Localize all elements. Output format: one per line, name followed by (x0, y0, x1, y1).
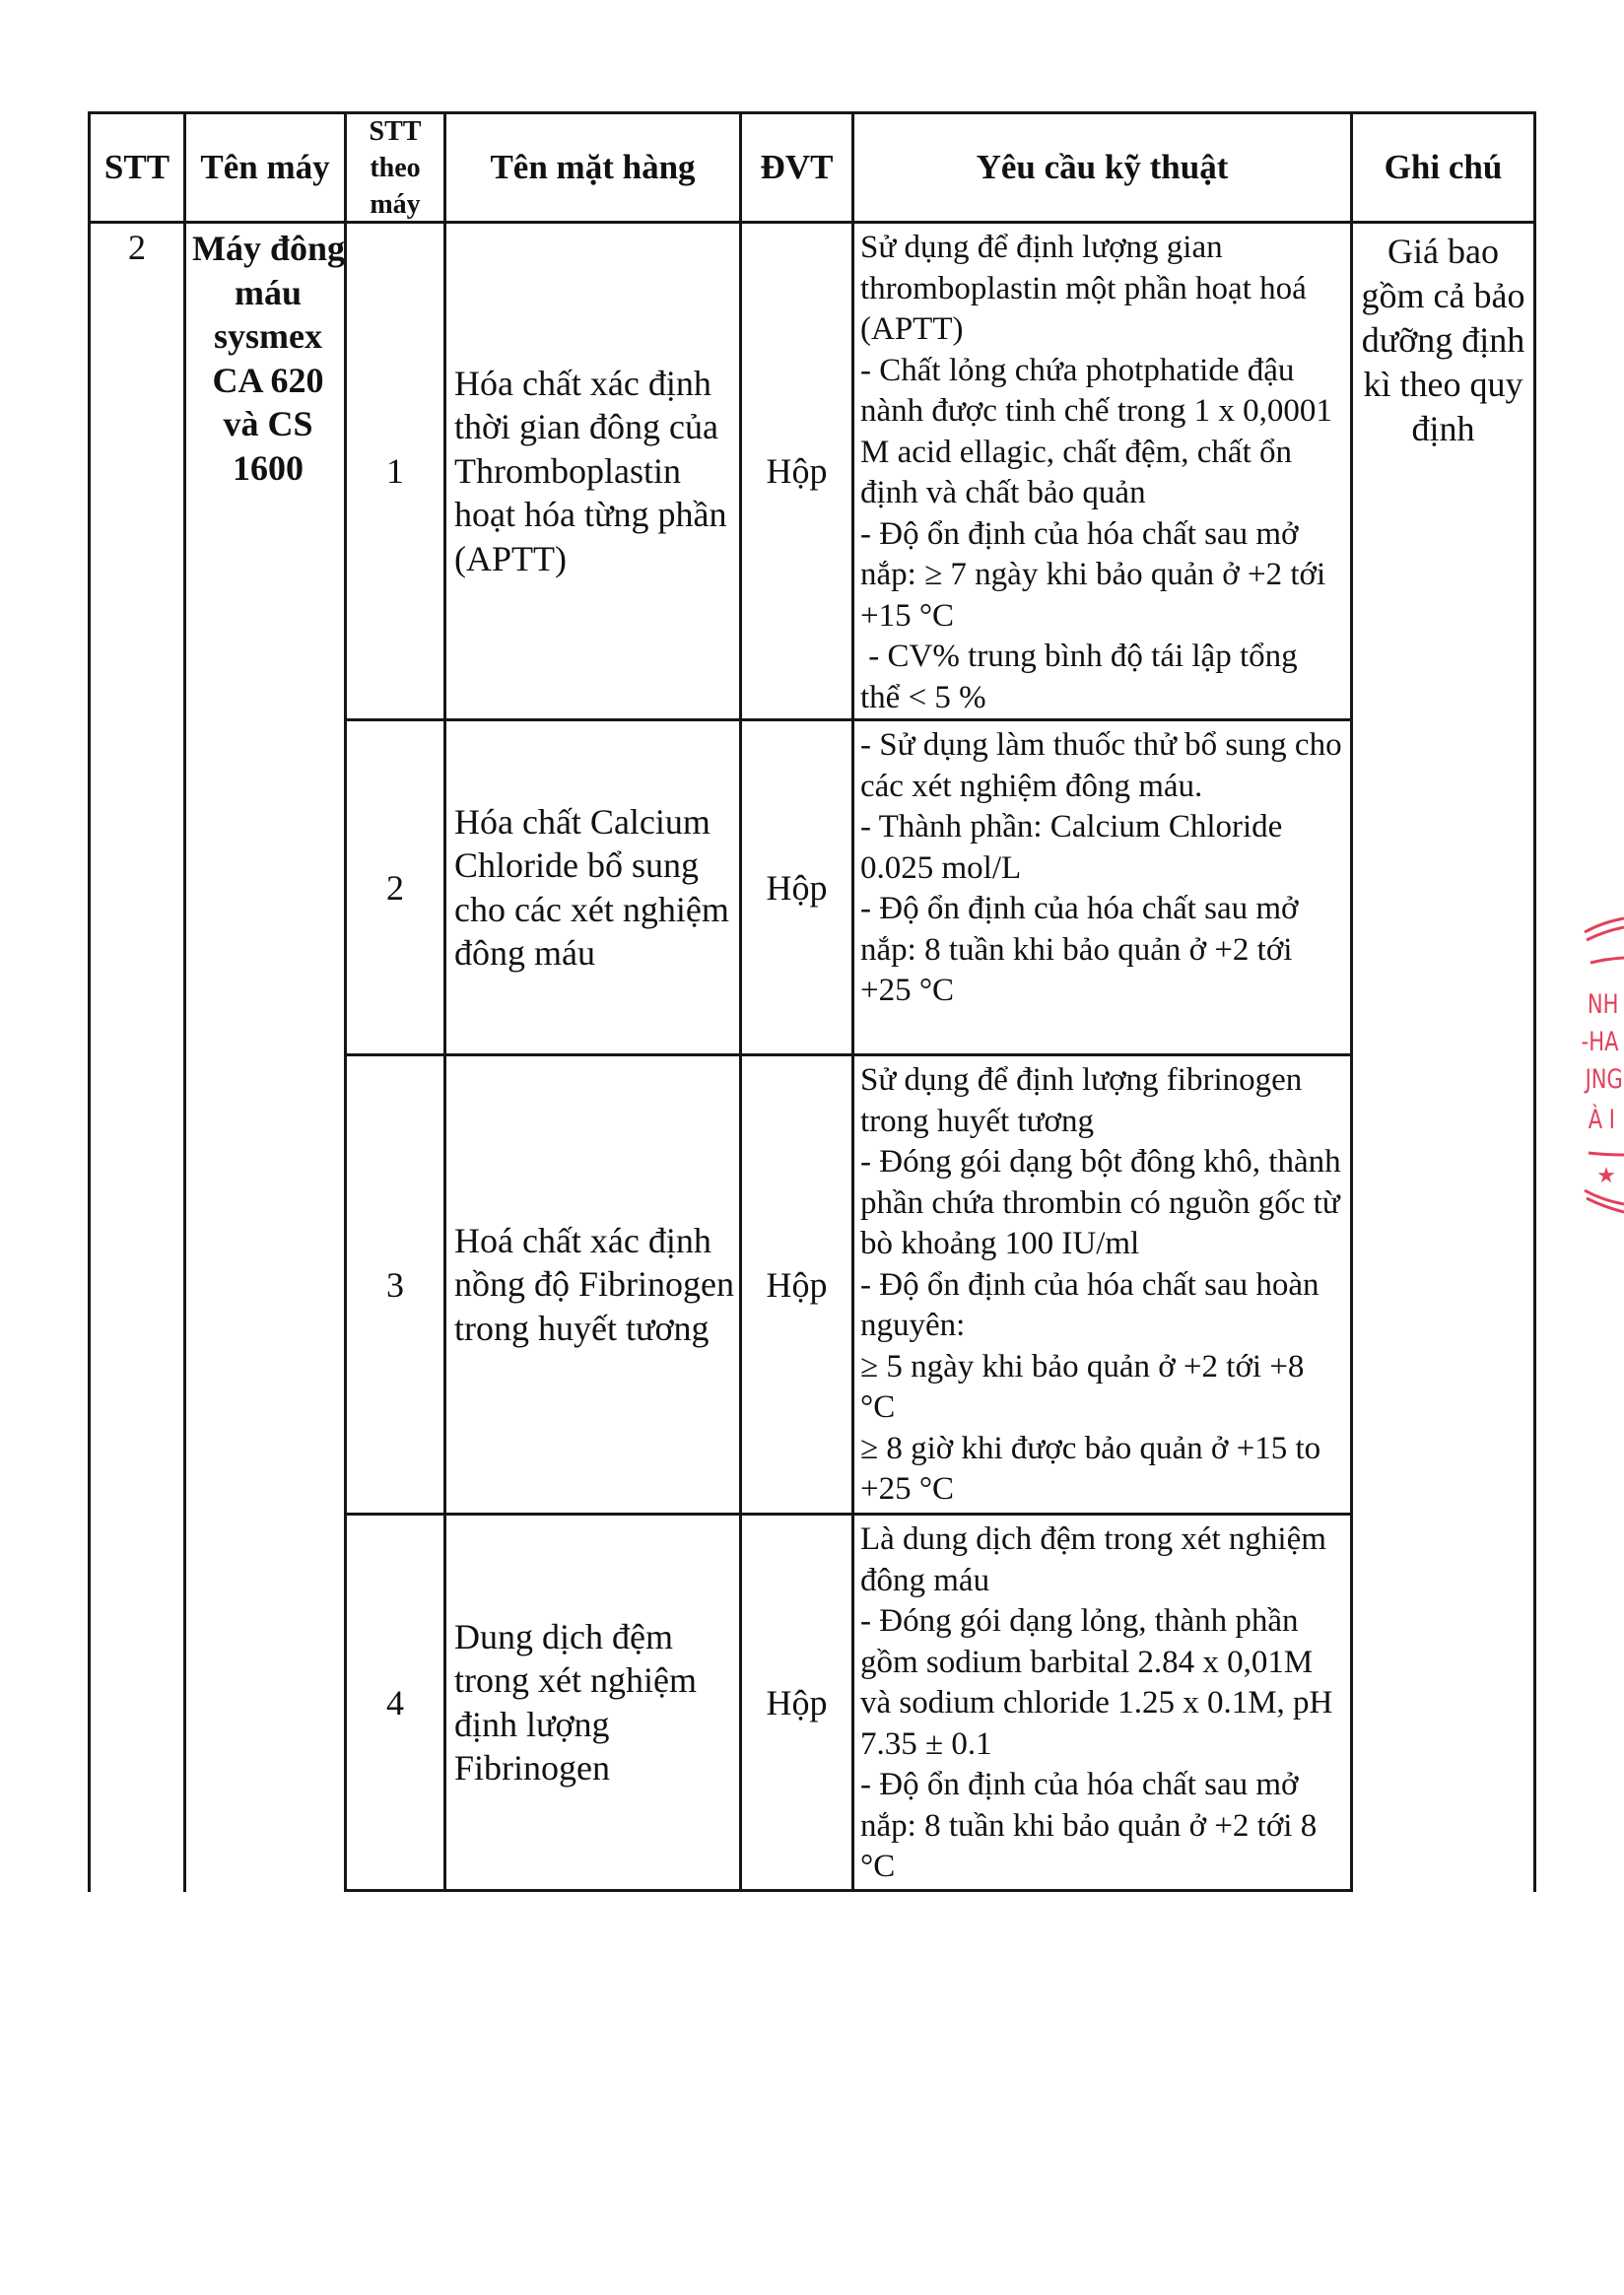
item-3-unit-cell (742, 1056, 854, 1516)
item-no: 1 (386, 451, 404, 491)
requirement-line: +25 °C (860, 973, 955, 1008)
item-1-requirements-cell (854, 224, 1353, 721)
requirement-line: định và chất bảo quản (860, 475, 1146, 510)
requirement-line: và sodium chloride 1.25 x 0.1M, pH (860, 1685, 1333, 1721)
requirement-line: - CV% trung bình độ tái lập tổng (860, 639, 1298, 674)
item-name (454, 800, 729, 976)
requirement-line: đông máu (860, 1562, 990, 1598)
group-stt: 2 (128, 228, 146, 267)
item-unit: Hộp (766, 1264, 828, 1305)
item-name-line: Thromboplastin (454, 450, 681, 491)
requirement-line: (APTT) (860, 311, 964, 347)
requirement-line: - Độ ổn định của hóa chất sau mở (860, 1767, 1299, 1802)
item-1-name-cell (446, 224, 742, 721)
item-name-line: thời gian đông của (454, 407, 718, 447)
reagent-specification-table (88, 111, 1536, 1892)
machine-name-cell (186, 224, 347, 1892)
requirement-line: Sử dụng để định lượng fibrinogen (860, 1062, 1303, 1098)
requirement-line: nành được tinh chế trong 1 x 0,0001 (860, 393, 1332, 429)
requirement-line: Là dung dịch đệm trong xét nghiệm (860, 1521, 1326, 1557)
header-label-line: theo (370, 152, 421, 183)
item-no: 3 (386, 1264, 404, 1305)
item-unit: Hộp (766, 867, 828, 908)
header-stt (88, 111, 186, 224)
requirement-line: - Thành phần: Calcium Chloride (860, 809, 1283, 844)
stamp-text-line: JNG (1585, 1063, 1623, 1095)
item-name-line: Dung dịch đệm (454, 1616, 673, 1656)
requirement-line: thể < 5 % (860, 679, 986, 715)
requirement-line: - Độ ổn định của hóa chất sau mở (860, 515, 1299, 552)
item-name-line: trong xét nghiệm (454, 1660, 697, 1700)
requirement-line: +25 °C (860, 1471, 955, 1507)
header-item-name-label: Tên mặt hàng (490, 148, 696, 186)
requirement-line: +15 °C (860, 597, 955, 634)
header-machine-item-no-label (370, 113, 422, 223)
requirement-line: nắp: 8 tuần khi bảo quản ở +2 tới 8 (860, 1807, 1318, 1844)
star-icon: ★ (1596, 1164, 1616, 1188)
stamp-lettering (1582, 988, 1623, 1134)
header-technical-requirements (854, 111, 1353, 224)
item-1-no-cell (347, 224, 446, 721)
header-machine-name (186, 111, 347, 224)
item-requirements (860, 1519, 1350, 1888)
requirement-line: nắp: 8 tuần khi bảo quản ở +2 tới (860, 931, 1293, 968)
item-no: 2 (386, 867, 404, 908)
item-4-no-cell (347, 1516, 446, 1892)
machine-name-line: 1600 (233, 447, 304, 488)
item-name-line: hoạt hóa từng phần (454, 495, 727, 535)
item-4-requirements-cell (854, 1516, 1353, 1892)
header-label-line: STT (369, 115, 422, 147)
header-machine-item-no (347, 111, 446, 224)
header-technical-requirements-label: Yêu cầu kỹ thuật (976, 148, 1229, 186)
item-name (454, 362, 726, 581)
requirement-line: - Độ ổn định của hóa chất sau mở (860, 891, 1299, 926)
header-unit (742, 111, 854, 224)
note-line: dưỡng định (1361, 320, 1525, 360)
requirement-line: °C (860, 1849, 896, 1884)
item-name (454, 1615, 697, 1790)
item-unit: Hộp (766, 451, 828, 491)
requirement-line: - Sử dụng làm thuốc thử bổ sung cho (860, 727, 1342, 763)
machine-name (192, 227, 344, 490)
requirement-line: Sử dụng để định lượng gian (860, 230, 1223, 265)
group-stt-cell (88, 224, 186, 1892)
item-no: 4 (386, 1682, 404, 1722)
requirement-line: phần chứa thrombin có nguồn gốc từ (860, 1184, 1340, 1221)
item-name-line: Hóa chất xác định (454, 363, 711, 403)
item-name-line: Hoá chất xác định (454, 1220, 711, 1260)
machine-name-line: máu (234, 272, 302, 312)
requirement-line: ≥ 8 giờ khi được bảo quản ở +15 to (860, 1430, 1321, 1466)
header-machine-name-label: Tên máy (200, 148, 330, 186)
machine-name-line: CA 620 (212, 360, 324, 400)
note-line: Giá bao (1387, 232, 1499, 271)
item-2-unit-cell (742, 721, 854, 1056)
requirement-line: - Đóng gói dạng bột đông khô, thành (860, 1144, 1341, 1180)
item-3-no-cell (347, 1056, 446, 1516)
header-notes-label: Ghi chú (1384, 148, 1503, 186)
item-3-name-cell (446, 1056, 742, 1516)
item-name-line: Hóa chất Calcium (454, 801, 710, 842)
item-requirements (860, 725, 1350, 1012)
header-notes (1353, 111, 1536, 224)
requirement-line: - Đóng gói dạng lỏng, thành phần (860, 1603, 1299, 1639)
header-stt-label: STT (103, 148, 170, 186)
item-name-line: định lượng (454, 1704, 610, 1744)
item-name-line: trong huyết tương (454, 1308, 710, 1348)
header-label-line: máy (370, 188, 421, 220)
requirement-line: nguyên: (860, 1308, 966, 1343)
item-name (454, 1219, 734, 1351)
requirement-line: M acid ellagic, chất đệm, chất ổn (860, 434, 1292, 470)
stamp-text-line: À I (1588, 1104, 1616, 1135)
requirement-line: °C (860, 1389, 896, 1425)
requirement-line: thromboplastin một phần hoạt hoá (860, 270, 1307, 306)
item-1-unit-cell (742, 224, 854, 721)
item-requirements (860, 228, 1350, 718)
requirement-line: nắp: ≥ 7 ngày khi bảo quản ở +2 tới (860, 557, 1326, 592)
requirement-line: - Chất lỏng chứa photphatide đậu (860, 352, 1295, 388)
requirement-line: trong huyết tương (860, 1103, 1094, 1139)
item-4-name-cell (446, 1516, 742, 1892)
item-name-line: đông máu (454, 933, 595, 973)
stamp-text-line: NH (1587, 988, 1619, 1020)
note-line: gồm cả bảo (1361, 276, 1525, 315)
item-unit: Hộp (766, 1682, 828, 1722)
requirement-line: ≥ 5 ngày khi bảo quản ở +2 tới +8 (860, 1348, 1305, 1384)
machine-name-line: và CS (223, 404, 313, 443)
requirement-line: các xét nghiệm đông máu. (860, 768, 1203, 804)
item-4-unit-cell (742, 1516, 854, 1892)
item-name-line: nồng độ Fibrinogen (454, 1264, 734, 1305)
item-2-no-cell (347, 721, 446, 1056)
requirement-line: 0.025 mol/L (860, 849, 1022, 886)
header-item-name (446, 111, 742, 224)
item-name-line: Chloride bổ sung (454, 845, 699, 885)
item-name-line: (APTT) (454, 538, 567, 578)
requirement-line: 7.35 ± 0.1 (860, 1725, 992, 1762)
note-line: kì theo quy (1363, 365, 1523, 404)
header-unit-label: ĐVT (760, 148, 834, 186)
company-stamp (1577, 907, 1624, 1222)
machine-name-line: sysmex (214, 316, 322, 356)
note-line: định (1411, 409, 1475, 448)
requirement-line: bò khoảng 100 IU/ml (860, 1226, 1140, 1261)
requirement-line: gồm sodium barbital 2.84 x 0,01M (860, 1644, 1314, 1680)
item-2-name-cell (446, 721, 742, 1056)
item-name-line: cho các xét nghiệm (454, 889, 729, 929)
item-requirements (860, 1060, 1350, 1511)
item-3-requirements-cell (854, 1056, 1353, 1516)
stamp-text-line: -HA (1581, 1026, 1619, 1057)
notes-text (1353, 230, 1533, 451)
notes-cell (1353, 224, 1536, 1892)
requirement-line: - Độ ổn định của hóa chất sau hoàn (860, 1266, 1320, 1303)
item-2-requirements-cell (854, 721, 1353, 1056)
machine-name-line: Máy đông (192, 229, 346, 268)
item-name-line: Fibrinogen (454, 1748, 610, 1788)
